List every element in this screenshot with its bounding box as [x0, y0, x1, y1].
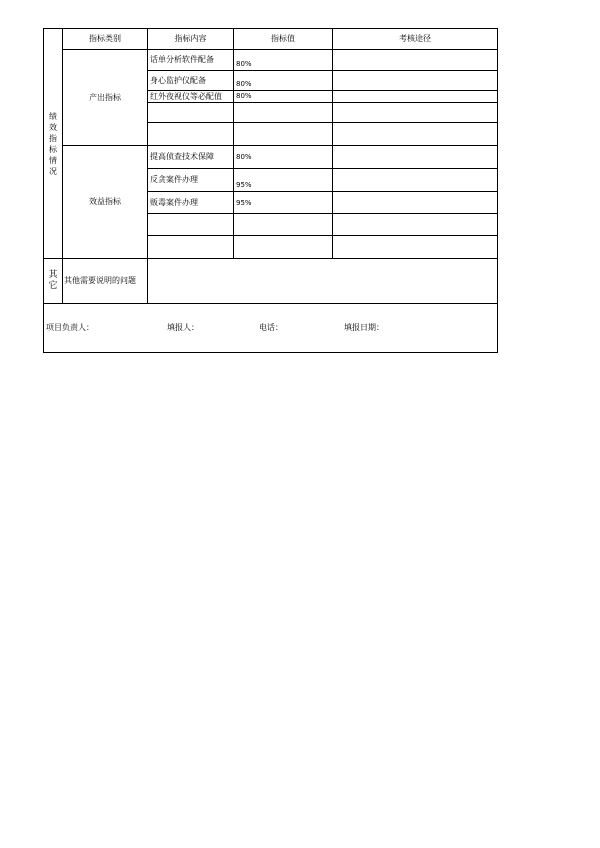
table-row — [44, 146, 498, 169]
cell-value: 80% — [234, 50, 333, 71]
cell-content: 反贪案件办理 — [148, 169, 234, 192]
table-row — [44, 50, 498, 71]
cell-content — [148, 214, 234, 236]
date-field: 填报日期： — [344, 323, 384, 332]
filler-field: 填报人： — [167, 323, 199, 332]
cell-value: 95% — [234, 169, 333, 192]
section-label-cell — [44, 29, 63, 259]
cell-method — [333, 91, 498, 103]
cell-content — [148, 123, 234, 146]
other-label-cell — [44, 259, 63, 304]
cell-value: 80% — [234, 71, 333, 91]
signature-line — [44, 304, 497, 352]
cell-method — [333, 214, 498, 236]
cell-value — [234, 236, 333, 259]
footer-row — [44, 304, 498, 353]
cell-method — [333, 146, 498, 169]
other-label: 其它 — [48, 270, 58, 291]
cell-method — [333, 123, 498, 146]
header-value: 指标值 — [234, 29, 333, 50]
cell-method — [333, 169, 498, 192]
form-sheet — [43, 28, 498, 353]
phone-field: 电话： — [259, 323, 283, 332]
cell-content: 红外夜视仪等必配值 — [148, 91, 234, 103]
cell-method — [333, 236, 498, 259]
output-category: 产出指标 — [63, 50, 148, 146]
benefit-category: 效益指标 — [63, 146, 148, 259]
cell-content: 身心监护仪配备 — [148, 71, 234, 91]
owner-field: 项目负责人： — [46, 323, 94, 332]
cell-value: 95% — [234, 192, 333, 214]
cell-method — [333, 103, 498, 123]
cell-method — [333, 192, 498, 214]
cell-content: 话单分析软件配备 — [148, 50, 234, 71]
other-answer-cell — [148, 259, 498, 304]
cell-value: 80% — [234, 146, 333, 169]
header-row — [44, 29, 498, 50]
cell-content — [148, 236, 234, 259]
cell-method — [333, 71, 498, 91]
header-category: 指标类别 — [63, 29, 148, 50]
header-content: 指标内容 — [148, 29, 234, 50]
cell-value — [234, 103, 333, 123]
cell-content: 贩毒案件办理 — [148, 192, 234, 214]
cell-content — [148, 103, 234, 123]
other-row — [44, 259, 498, 304]
section-label: 绩效指标情况 — [49, 111, 57, 176]
cell-value — [234, 123, 333, 146]
cell-content: 提高侦查技术保障 — [148, 146, 234, 169]
performance-table — [43, 28, 498, 353]
cell-value — [234, 214, 333, 236]
other-question: 其他需要说明的问题 — [63, 259, 148, 304]
cell-value: 80% — [234, 91, 333, 103]
header-method: 考核途径 — [333, 29, 498, 50]
cell-method — [333, 50, 498, 71]
